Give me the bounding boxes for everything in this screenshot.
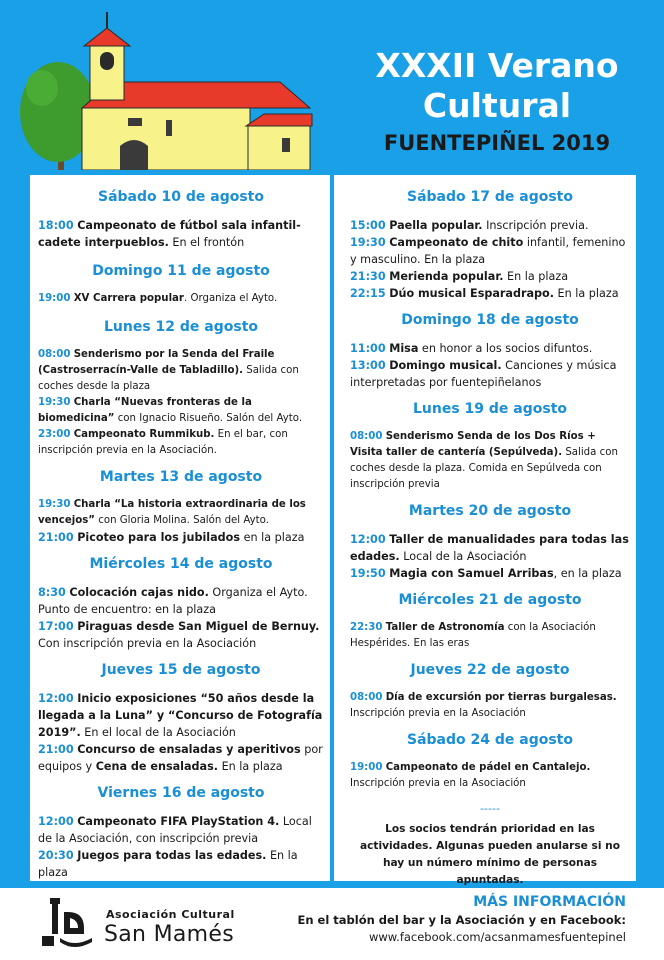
event-title: Campeonato de fútbol sala infantil-cadete interpueblos. [38,219,301,249]
event-time: 23:00 [38,429,71,440]
event-title: Concurso de ensaladas y aperitivos [77,743,301,756]
event-time: 12:00 [38,692,74,705]
event-item [38,813,324,847]
event-title: Merienda popular. [389,270,504,283]
event-detail: por equipos y [38,743,323,773]
day-heading: Miércoles 21 de agosto [398,592,582,608]
event-detail: Canciones y música interpretadas por fuentepiñelanos [350,359,617,389]
event-detail: En la plaza [554,287,619,300]
event-time: 18:00 [38,219,74,232]
event-time: 21:30 [350,270,386,283]
event-time: 19:30 [350,236,386,249]
event-time: 12:00 [350,533,386,546]
event-detail: En el local de la Asociación [80,726,236,739]
day-heading: Jueves 22 de agosto [410,662,570,678]
day-heading: Domingo 11 de agosto [92,263,270,279]
priority-note: Los socios tendrán prioridad en las actividades. Algunas pueden anularse si no hay un número mínimo de personas apuntadas. [360,823,620,886]
event-detail: Salida con coches desde la plaza [38,365,299,392]
event-title: Campeonato de pádel en Cantalejo. [385,762,591,773]
event-title: Taller de Astronomía [385,622,505,633]
event-item [38,291,324,307]
day-heading: Lunes 19 de agosto [412,401,568,417]
event-time: 19:50 [350,567,386,580]
event-time: 19:30 [38,397,71,408]
event-time: 13:00 [350,359,386,372]
event-detail: con Ignacio Risueño. Salón del Ayto. [114,413,303,424]
event-detail: con la Asociación Hespérides. En las eras [350,622,596,649]
day-heading: Viernes 16 de agosto [97,785,265,801]
event-time: 19:30 [38,499,71,510]
event-item [38,847,324,881]
event-detail: Con inscripción previa en la Asociación [38,637,257,650]
event-detail: , en la plaza [553,567,622,580]
event-detail: Local de la Asociación [399,550,527,563]
event-item [38,395,324,427]
event-time: 19:00 [38,293,71,304]
event-time: 21:00 [38,743,74,756]
event-title: Charla “La historia extraordinaria de los vencejos” [38,499,306,526]
event-title: Senderismo Senda de los Dos Ríos + Visita taller de cantería (Sepúlveda). [350,431,596,458]
association-logo [40,892,260,952]
event-time: 08:00 [38,349,71,360]
event-detail: Inscripción previa en la Asociación [350,708,526,719]
more-info-text: En el tablón del bar y la Asociación y en Facebook: [297,913,626,927]
event-detail: Organiza el Ayto. Punto de encuentro: en la plaza [38,586,308,616]
event-title: Charla “Nuevas fronteras de la biomedicina” [38,397,252,424]
event-title: Piraguas desde San Miguel de Bernuy. [77,620,320,633]
event-item [38,690,324,741]
event-time: 22:30 [350,622,383,633]
event-title: Picoteo para los jubilados [77,531,241,544]
event-detail-2: En la plaza [218,760,283,773]
association-logo-icon [40,892,96,948]
event-detail: en la plaza [240,531,305,544]
more-info-title: MÁS INFORMACIÓN [473,894,626,910]
event-time: 08:00 [350,431,383,442]
event-time: 08:00 [350,692,383,703]
event-detail: . Organiza el Ayto. [183,293,278,304]
event-time: 8:30 [38,586,66,599]
event-time: 17:00 [38,620,74,633]
event-detail: Local de la Asociación, con inscripción previa [38,815,312,845]
event-time: 19:00 [350,762,383,773]
event-item [38,497,324,529]
event-title: Campeonato Rummikub. [73,429,215,440]
day-heading: Martes 20 de agosto [408,503,572,519]
event-item [38,584,324,618]
logo-line-1: Asociación Cultural [106,908,235,921]
event-item [350,285,630,302]
separator-dashes: ----- [480,802,500,815]
event-title: Magia con Samuel Arribas [389,567,554,580]
day-heading: Lunes 12 de agosto [103,319,259,335]
event-detail: Inscripción previa en la Asociación [350,778,526,789]
event-item [38,427,324,459]
event-detail: En el frontón [168,236,245,249]
poster-header [0,0,664,170]
poster-footer [0,888,664,960]
title-line-1: XXXII Verano [375,46,619,85]
event-item [350,234,630,268]
day-heading: Domingo 18 de agosto [401,312,579,328]
event-time: 20:30 [38,849,74,862]
poster-title [352,46,642,158]
event-detail: Inscripción previa. [482,219,589,232]
event-item [38,618,324,652]
event-title: Misa [389,342,419,355]
event-title: Domingo musical. [389,359,502,372]
event-title: Campeonato FIFA PlayStation 4. [77,815,280,828]
event-detail: en honor a los socios difuntos. [418,342,593,355]
event-title: Juegos para todas las edades. [77,849,267,862]
event-detail: infantil, femenino y masculino. En la plaza [350,236,626,266]
event-item [350,268,630,285]
event-title: Senderismo por la Senda del Fraile (Castroserracín-Valle de Tabladillo). [38,349,275,376]
event-time: 21:00 [38,531,74,544]
event-item [38,529,324,546]
day-heading: Martes 13 de agosto [99,469,263,485]
day-heading: Jueves 15 de agosto [101,662,261,678]
event-item [350,760,630,792]
event-item [350,690,630,722]
facebook-link[interactable]: www.facebook.com/acsanmamesfuentepinel [369,930,626,944]
event-item [38,741,324,775]
event-detail: Salida con coches desde la plaza. Comida en Sepúlveda con inscripción previa [350,447,618,490]
more-info [297,892,626,946]
event-detail: con Gloria Molina. Salón del Ayto. [95,515,269,526]
day-heading: Sábado 10 de agosto [98,189,264,205]
event-time: 15:00 [350,219,386,232]
event-item [350,429,630,493]
day-heading: Miércoles 14 de agosto [89,556,273,572]
event-title: Dúo musical Esparadrapo. [389,287,554,300]
church-illustration [20,8,320,170]
event-title: Taller de manualidades para todas las edades. [350,533,629,563]
event-item [350,531,630,565]
schedule-right-column [334,175,636,886]
event-title-2: Cena de ensaladas. [95,760,219,773]
event-item [38,347,324,395]
title-line-2: Cultural [422,86,572,125]
day-heading: Sábado 24 de agosto [407,732,573,748]
title-line-3: FUENTEPIÑEL 2019 [383,131,611,155]
event-title: XV Carrera popular [73,293,184,304]
event-time: 11:00 [350,342,386,355]
event-title: Paella popular. [389,219,483,232]
event-item [350,357,630,391]
event-detail: En la plaza [38,849,298,879]
event-title: Inicio exposiciones “50 años desde la llegada a la Luna” y “Concurso de Fotografía 2019”. [38,692,323,739]
event-detail: En la plaza [503,270,569,283]
event-time: 22:15 [350,287,386,300]
schedule-left-column [30,175,330,881]
event-item [350,565,630,582]
event-item [350,217,630,234]
event-title: Colocación cajas nido. [69,586,209,599]
logo-line-2: San Mamés [104,922,234,947]
event-time: 12:00 [38,815,74,828]
event-item [350,340,630,357]
day-heading: Sábado 17 de agosto [407,189,573,205]
event-title: Día de excursión por tierras burgalesas. [385,692,617,703]
event-title: Campeonato de chito [389,236,524,249]
event-detail: En el bar, con inscripción previa en la Asociación. [38,429,288,456]
event-item [350,620,630,652]
event-item [38,217,324,251]
